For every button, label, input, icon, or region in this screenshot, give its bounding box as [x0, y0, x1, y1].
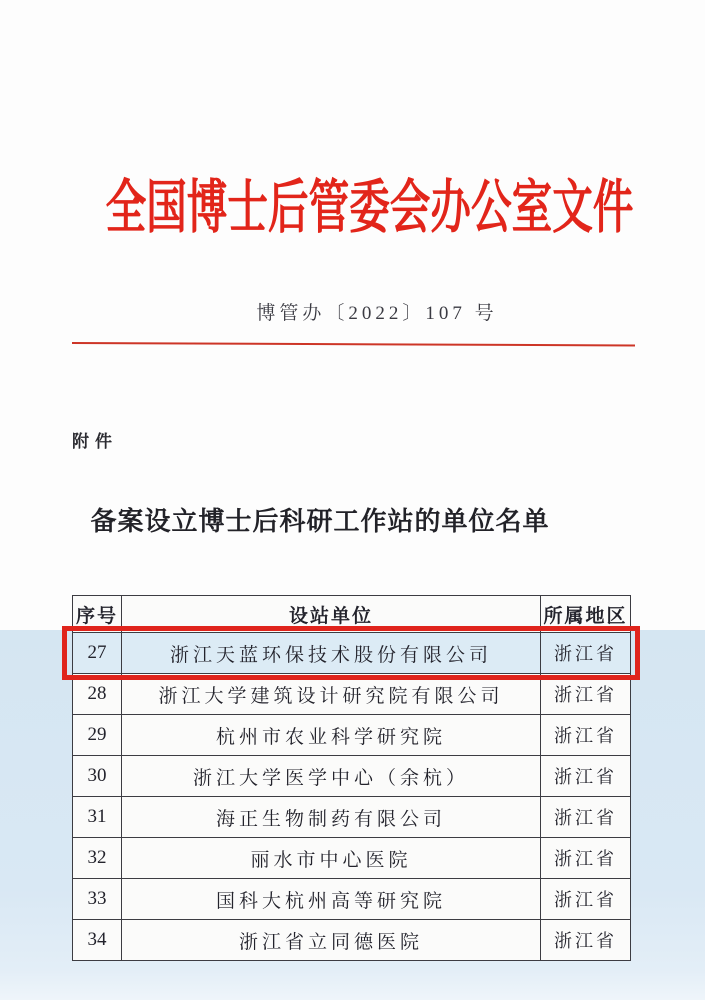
table-header-row: [73, 596, 631, 633]
row-region: 浙江省: [541, 920, 631, 961]
table-row: [73, 797, 631, 838]
header-unit-name: 设站单位: [122, 596, 541, 633]
table-row: [73, 920, 631, 961]
row-unit-name: 国科大杭州高等研究院: [122, 879, 541, 920]
row-region: 浙江省: [541, 633, 631, 674]
row-region: 浙江省: [541, 756, 631, 797]
header-serial-number: 序号: [73, 596, 122, 633]
row-serial-number: 32: [73, 838, 122, 879]
row-region: 浙江省: [541, 838, 631, 879]
table-row: [73, 674, 631, 715]
attachment-label: 附件: [72, 432, 118, 451]
document-masthead-title: 全国博士后管委会办公室文件: [105, 175, 634, 240]
unit-list-table: [72, 595, 631, 961]
row-serial-number: 31: [73, 797, 122, 838]
row-unit-name: 浙江省立同德医院: [122, 920, 541, 961]
row-region: 浙江省: [541, 674, 631, 715]
row-serial-number: 33: [73, 879, 122, 920]
row-unit-name: 浙江大学建筑设计研究院有限公司: [122, 674, 541, 715]
row-unit-name: 杭州市农业科学研究院: [122, 715, 541, 756]
row-serial-number: 30: [73, 756, 122, 797]
table-row: [73, 838, 631, 879]
row-unit-name: 丽水市中心医院: [122, 838, 541, 879]
section-title: 备案设立博士后科研工作站的单位名单: [90, 507, 550, 536]
row-region: 浙江省: [541, 879, 631, 920]
table-row: [73, 715, 631, 756]
table-row: [73, 879, 631, 920]
row-serial-number: 27: [73, 633, 122, 674]
row-unit-name: 浙江天蓝环保技术股份有限公司: [122, 633, 541, 674]
table-row: [73, 633, 631, 674]
row-unit-name: 海正生物制药有限公司: [122, 797, 541, 838]
row-unit-name: 浙江大学医学中心（余杭）: [122, 756, 541, 797]
row-serial-number: 28: [73, 674, 122, 715]
row-serial-number: 34: [73, 920, 122, 961]
header-region: 所属地区: [541, 596, 631, 633]
table-row: [73, 756, 631, 797]
row-serial-number: 29: [73, 715, 122, 756]
red-divider-line: [72, 342, 635, 346]
document-number: 博管办〔2022〕107 号: [256, 303, 498, 324]
row-region: 浙江省: [541, 715, 631, 756]
row-region: 浙江省: [541, 797, 631, 838]
